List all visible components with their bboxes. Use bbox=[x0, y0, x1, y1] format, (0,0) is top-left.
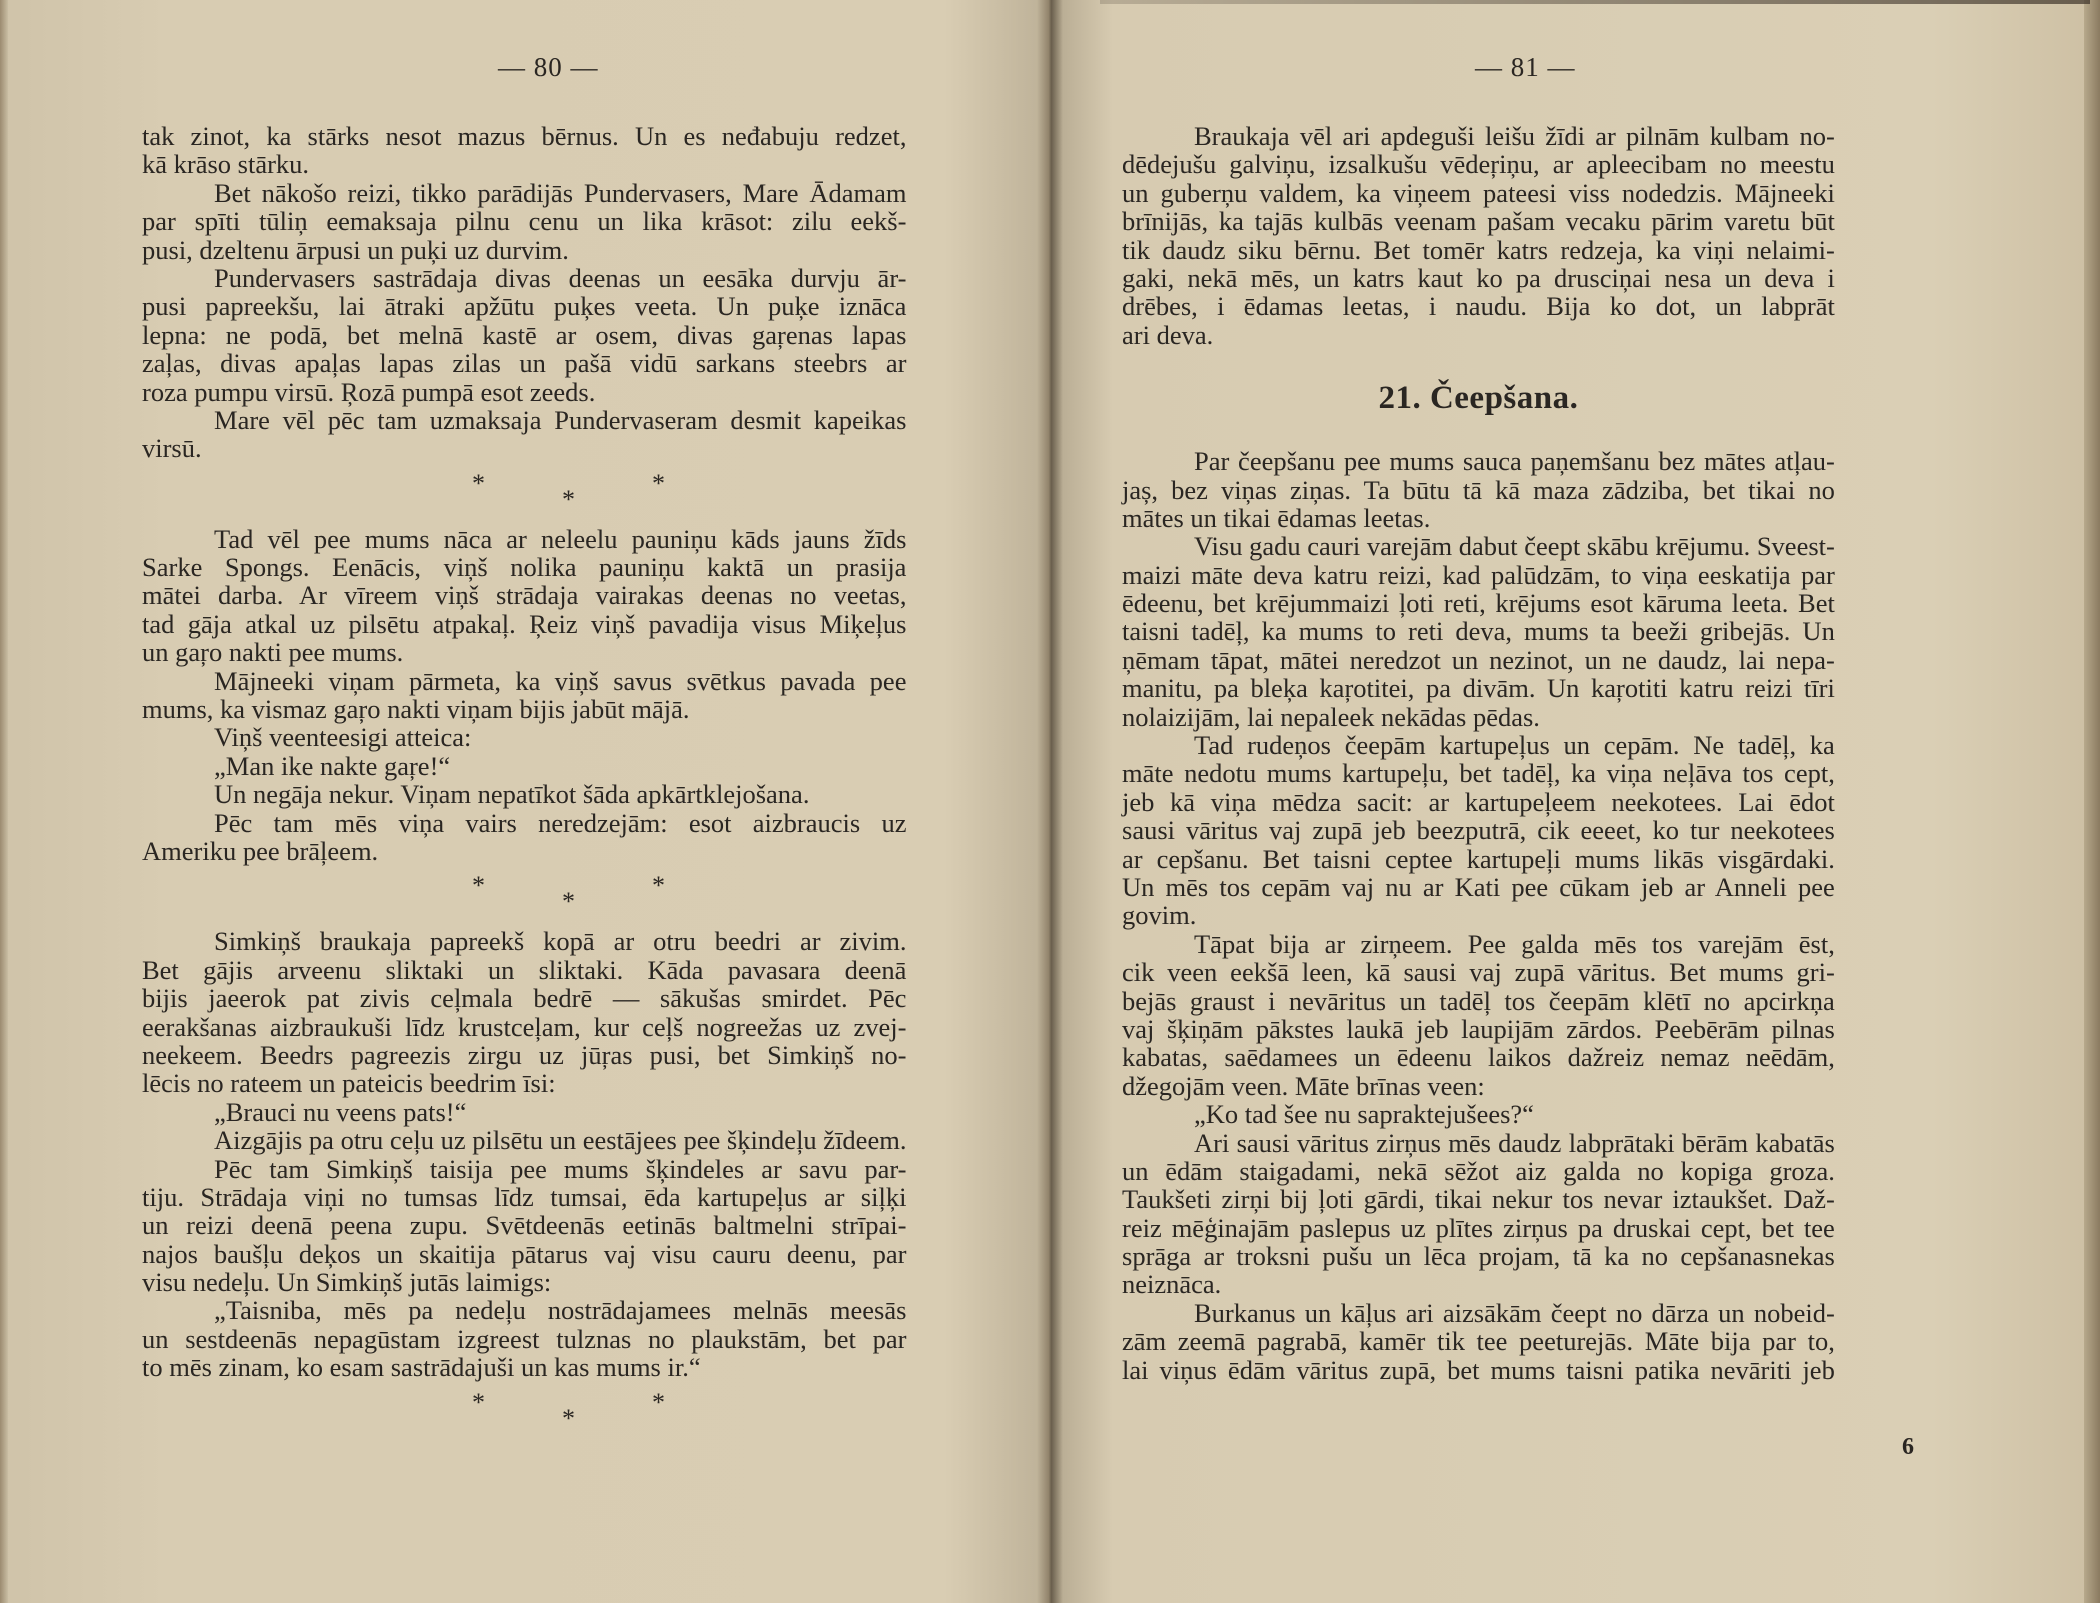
text-line: Bet gājis arveenu sliktaki un sliktaki. Kāda pavasara deenā bbox=[142, 954, 907, 985]
text-line: māte nedotu mums kartupeļu, bet tadēļ, ka viņa neļāva tos cept, bbox=[1122, 758, 1835, 789]
text-line: to mēs zinam, ko esam sastrādajuši un kas mums ir.“ bbox=[142, 1352, 701, 1383]
text-line: pusi, dzeltenu ārpusi un puķi uz durvim. bbox=[142, 234, 569, 265]
text-line: džegojām veen. Māte brīnas veen: bbox=[1122, 1070, 1485, 1101]
text-line: reiz mēģinajām paslepus uz plītes zirņus pa druskai cept, bet tee bbox=[1122, 1212, 1835, 1243]
text-line: Mājneeki viņam pārmeta, ka viņš savus svētkus pavada pee bbox=[214, 665, 907, 696]
asterisk: * bbox=[472, 871, 485, 901]
right-page-edge bbox=[2084, 0, 2100, 1603]
text-line: jeb kā viņa mēdza sacit: ar kartupeļeem neekotees. Lai ēdot bbox=[1122, 786, 1835, 817]
text-line: vaj šķiņām pākstes laukā jeb laupijām zārdos. Peebērām pilnas bbox=[1122, 1013, 1835, 1044]
right-page-number: — 81 — bbox=[1475, 52, 1576, 82]
text-line: Taukšeti zirņi bij ļoti gārdi, tikai nekur tos nevar iztaukšet. Dаž- bbox=[1122, 1184, 1835, 1215]
text-line: gaki, nekā mēs, un katrs kaut ko pa drusciņai nesa un deva i bbox=[1122, 262, 1835, 293]
asterisk: * bbox=[562, 1403, 575, 1433]
text-line: Pundervasers sastrādaja divas deenas un eesāka durvju ār- bbox=[214, 262, 907, 293]
text-line: lai viņus ēdām vāritus zupā, bet mums taisni patika nevāriti jeb bbox=[1122, 1354, 1835, 1385]
text-line: eerakšanas aizbraukuši līdz krustceļam, kur ceļš nogreežas uz zvej- bbox=[142, 1011, 907, 1042]
text-line: Un mēs tos cepām vaj nu ar Kati pee cūkam jeb ar Anneli pee bbox=[1122, 871, 1835, 902]
text-line: tad gāja atkal uz pilsētu atpakaļ. Ŗeiz viņš pavadija visus Miķeļus bbox=[142, 608, 907, 639]
text-line: drēbes, i ēdamas leetas, i naudu. Bija ko dot, un labprāt bbox=[1122, 291, 1835, 322]
text-line: manitu, pa bleķa kaŗotitei, pa divām. Un kaŗotiti katru reizi tīri bbox=[1122, 673, 1835, 704]
text-line: lepna: ne podā, bet melnā kastē ar osem, divas gaŗenas lapas bbox=[142, 319, 907, 350]
text-line: tak zinot, ka stārks nesot mazus bērnus. Un es neđabuju redzet, bbox=[142, 121, 907, 151]
text-line: pusi papreekšu, lai ātraki apžūtu puķes veeta. Un puķe iznāca bbox=[142, 291, 907, 322]
text-line: kabatas, saēdamees un ēdeenu laikos dažreiz nemaz neēdām, bbox=[1122, 1042, 1835, 1073]
section-break bbox=[142, 865, 906, 927]
asterisk: * bbox=[562, 484, 575, 514]
text-line: par spīti tūliņ eemaksaja pilnu cenu un lika krāsot: zilu eekš- bbox=[142, 206, 907, 237]
text-line: Sarke Spongs. Eenācis, viņš nolika pauniņu kaktā un prasija bbox=[142, 552, 907, 583]
text-line: Braukaja vēl ari apdeguši leišu žīdi ar pilnām kulbam no- bbox=[1194, 121, 1835, 151]
right-page-text bbox=[1122, 122, 1835, 1384]
text-line: Viņš veenteesigi atteica: bbox=[214, 722, 472, 753]
section-break bbox=[142, 1382, 906, 1444]
text-line: ņēmam tāpat, mātei neredzot un nezinot, un ne daudz, lai nepa- bbox=[1122, 644, 1835, 675]
text-line: Burkanus un kāļus ari aizsākām čeept no dārza un nobeid- bbox=[1194, 1297, 1835, 1328]
asterisk: * bbox=[562, 887, 575, 917]
text-line: mums, ka vismaz gaŗo nakti viņam bijis jabūt mājā. bbox=[142, 694, 690, 725]
text-line: dēdejušu galviņu, izsalkušu vēdeŗiņu, ar apleecibam no meestu bbox=[1122, 149, 1835, 180]
left-page-text bbox=[142, 122, 906, 1444]
text-line: cik veen eekšā leen, kā sausi vaj zupā vāritus. Bet mums gri- bbox=[1122, 957, 1835, 988]
text-line: neekeem. Beedrs pagreezis zirgu uz jūŗas pusi, bet Simkiņš no- bbox=[142, 1039, 907, 1070]
chapter-heading: 21. Čeepšana. bbox=[1378, 380, 1579, 417]
asterisk: * bbox=[652, 871, 665, 901]
text-line: Tāpat bija ar zirņeem. Pee galda mēs tos varejām ēst, bbox=[1194, 928, 1835, 959]
signature-mark: 6 bbox=[1902, 1434, 1914, 1460]
asterisk: * bbox=[472, 468, 485, 498]
text-line: ēdeenu, bet krējummaizi ļoti reti, krējums esot kāruma leeta. Bet bbox=[1122, 588, 1835, 619]
text-line: Pēc tam Simkiņš taisija pee mums šķindeles ar savu par- bbox=[214, 1153, 907, 1184]
text-line: govim. bbox=[1122, 900, 1197, 931]
text-line: visu nedeļu. Un Simkiņš jutās laimigs: bbox=[142, 1267, 552, 1298]
text-line: virsū. bbox=[142, 433, 202, 464]
text-line: ar cepšanu. Bet taisni ceptee kartupeļi mums likās visgārdaki. bbox=[1122, 843, 1835, 874]
text-line: zām zeemā pagrabā, kamēr tik tee peeturejās. Māte bija par to, bbox=[1122, 1326, 1835, 1357]
text-line: „Taisniba, mēs pa nedeļu nostrādajamees melnās meesās bbox=[214, 1295, 907, 1326]
text-line: sprāga ar troksni pušu un lēca projam, tā ka no cepšanasnekas bbox=[1122, 1241, 1835, 1272]
text-line: „Man ike nakte gaŗe!“ bbox=[214, 750, 451, 781]
text-line: roza pumpu virsū. Ŗozā pumpā esot zeeds. bbox=[142, 376, 596, 407]
text-line: Un negāja nekur. Viņam nepatīkot šāda apkārtklejošana. bbox=[214, 779, 810, 810]
text-line: neiznāca. bbox=[1122, 1269, 1222, 1300]
text-line: Ari sausi vāritus zirņus mēs daudz labprātaki bērām kabatās bbox=[1194, 1127, 1835, 1158]
text-line: Aizgājis pa otru ceļu uz pilsētu un eestājees pee šķindeļu žīdeem. bbox=[214, 1125, 907, 1156]
text-line: Mare vēl pēc tam uzmaksaja Pundervaseram desmit kapeikas bbox=[214, 404, 907, 435]
text-line: mātei darba. Ar vīreem viņš strādaja vairakas deenas no veetas, bbox=[142, 580, 907, 611]
text-line: najos baušļu deķos un skaitija pātarus vaj visu cauru deenu, par bbox=[142, 1238, 907, 1269]
text-line: „Brauci nu veens pats!“ bbox=[214, 1096, 467, 1127]
text-line: nolaizijām, lai nepaleek nekādas pēdas. bbox=[1122, 701, 1540, 732]
text-line: tiju. Strādaja viņi no tumsas līdz tumsai, ēda kartupeļus ar siļķi bbox=[142, 1181, 907, 1212]
text-line: mātes un tikai ēdamas leetas. bbox=[1122, 502, 1431, 533]
text-line: Tad rudeņos čeepām kartupeļus un cepām. Ne tadēļ, ka bbox=[1194, 730, 1835, 761]
text-line: kā krāso stārku. bbox=[142, 149, 310, 180]
asterisk: * bbox=[472, 1387, 485, 1417]
text-line: Bet nākošo reizi, tikko parādijās Pundervasers, Mare Ādamam bbox=[214, 177, 907, 208]
text-line: Simkiņš braukaja papreekš kopā ar otru beedri ar zivim. bbox=[214, 926, 907, 957]
asterisk: * bbox=[652, 468, 665, 498]
text-line: Visu gadu cauri varejām dabut čeept skābu krējumu. Sveest- bbox=[1194, 531, 1835, 562]
text-line: zaļas, divas apaļas lapas zilas un pašā vidū sarkans steebrs ar bbox=[142, 348, 907, 379]
text-line: un sestdeenās nepagūstam izgreest tulznas no plaukstām, bet par bbox=[142, 1323, 907, 1354]
text-line: un guberņu valdem, ka viņeem pateesi viss nodedzis. Mājneeki bbox=[1122, 177, 1835, 208]
text-line: un ēdām staigadami, nekā sēžot aiz galda no kopiga groza. bbox=[1122, 1155, 1835, 1186]
text-line: taisni tadēļ, ka mums to reti deva, mums ta beeži gribejās. Un bbox=[1122, 616, 1835, 647]
text-line: tik daudz siku bērnu. Bet tomēr katrs redzeja, ka viņi nelaimi- bbox=[1122, 234, 1835, 265]
left-page-number: — 80 — bbox=[498, 52, 599, 82]
text-line: bejās graust i nevāritus un tadēļ tos čeepām klētī no apcirkņa bbox=[1122, 985, 1835, 1016]
text-line: un reizi deenā peena zupu. Svētdeenās eetinās baltmelni strīpai- bbox=[142, 1210, 907, 1241]
text-line: sausi vāritus vaj zupā jeb beezputrā, cik eeeet, ko tur neekotees bbox=[1122, 815, 1835, 846]
text-line: brīnijās, ka tajās kulbās veenam pašam vecaku pārim varetu būt bbox=[1122, 206, 1835, 237]
text-line: „Ko tad šee nu sapraktejušees?“ bbox=[1194, 1099, 1534, 1130]
text-line: Tad vēl pee mums nāca ar neleelu pauniņu kāds jauns žīds bbox=[214, 523, 907, 554]
text-line: maizi māte deva katru reizi, kad palūdzām, to viņa eeskatija par bbox=[1122, 559, 1835, 590]
text-line: ari deva. bbox=[1122, 319, 1214, 350]
text-line: lēcis no rateem un pateicis beedrim īsi: bbox=[142, 1068, 556, 1099]
text-line: jaș, bez viņas ziņas. Ta būtu tā kā maza zādziba, bet tikai no bbox=[1122, 474, 1835, 505]
text-line: Pēc tam mēs viņa vairs neredzejām: esot aizbraucis uz bbox=[214, 807, 907, 838]
asterisk: * bbox=[652, 1387, 665, 1417]
text-line: Par čeepšanu pee mums sauca paņemšanu bez mātes atļau- bbox=[1194, 446, 1835, 477]
section-break bbox=[142, 463, 906, 525]
text-line: bijis jaeerok pat zivis ceļmala bedrē — sākušas smirdet. Pēc bbox=[142, 983, 907, 1014]
text-line: un gaŗo nakti pee mums. bbox=[142, 637, 404, 668]
text-line: Ameriku pee brāļeem. bbox=[142, 835, 379, 866]
